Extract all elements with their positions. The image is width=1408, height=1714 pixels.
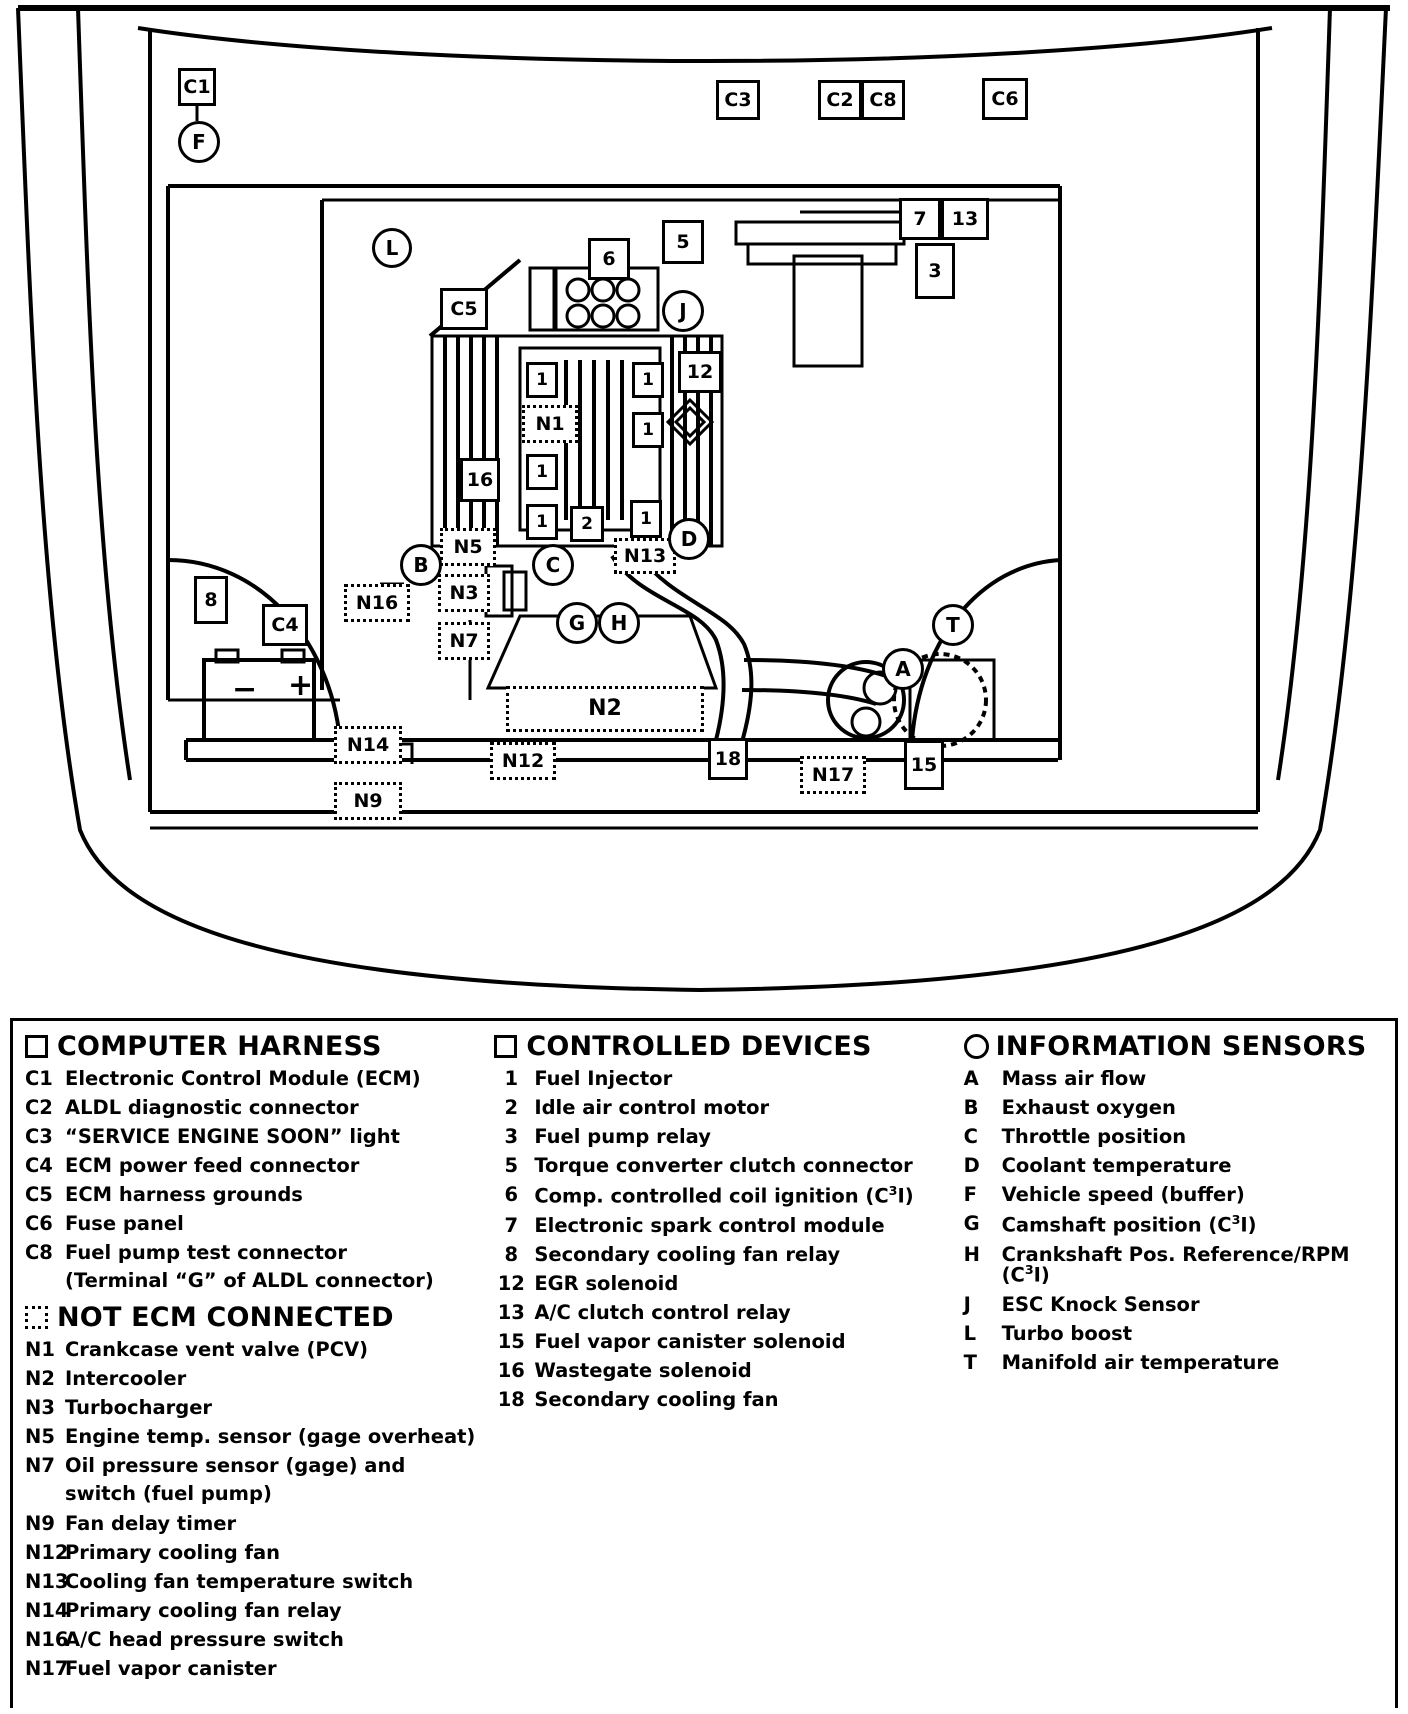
legend-item bbox=[25, 1098, 494, 1118]
callout-12[interactable]: 12 bbox=[678, 351, 722, 393]
callout-C5[interactable]: C5 bbox=[440, 288, 488, 330]
legend-item bbox=[25, 1395, 494, 1419]
callout-N1[interactable]: N1 bbox=[522, 405, 578, 443]
callout-8[interactable]: 8 bbox=[194, 576, 228, 624]
legend-item bbox=[494, 1185, 963, 1206]
callout-N5[interactable]: N5 bbox=[440, 528, 496, 566]
legend-label: ECM power feed connector bbox=[65, 1154, 360, 1177]
legend-item bbox=[25, 1543, 494, 1563]
legend-key: A bbox=[963, 1067, 979, 1090]
legend-key: 16 bbox=[497, 1358, 525, 1382]
callout-1-d[interactable]: 1 bbox=[526, 454, 558, 490]
legend-label: Intercooler bbox=[65, 1366, 187, 1390]
legend-item bbox=[494, 1213, 963, 1237]
legend-key: N16 bbox=[25, 1628, 69, 1651]
callout-H[interactable]: H bbox=[598, 602, 640, 644]
legend-key: N13 bbox=[25, 1570, 69, 1593]
legend-label: Primary cooling fan bbox=[65, 1541, 281, 1564]
legend-label: Exhaust oxygen bbox=[1001, 1096, 1176, 1119]
legend-item bbox=[494, 1156, 963, 1176]
legend-label: Fuel pump test connector bbox=[65, 1241, 347, 1264]
legend-label: A/C head pressure switch bbox=[65, 1628, 344, 1651]
legend-column-information-sensors bbox=[964, 1031, 1383, 1688]
legend-item bbox=[25, 1572, 494, 1592]
callout-5[interactable]: 5 bbox=[662, 220, 704, 264]
callout-13[interactable]: 13 bbox=[941, 198, 989, 240]
solid-box-icon bbox=[494, 1035, 517, 1058]
legend-heading-information-sensors bbox=[964, 1031, 1383, 1062]
callout-N9[interactable]: N9 bbox=[334, 782, 402, 820]
callout-18[interactable]: 18 bbox=[708, 738, 748, 780]
legend-key: G bbox=[963, 1212, 980, 1235]
legend-item bbox=[494, 1271, 963, 1295]
legend-item bbox=[25, 1156, 494, 1176]
legend-key: B bbox=[963, 1096, 979, 1119]
callout-C1[interactable]: C1 bbox=[178, 68, 216, 106]
callout-C6[interactable]: C6 bbox=[982, 78, 1028, 120]
legend-key: 2 bbox=[504, 1096, 519, 1119]
legend-item bbox=[25, 1214, 494, 1234]
callout-N16[interactable]: N16 bbox=[344, 584, 410, 622]
legend-item bbox=[494, 1069, 963, 1089]
legend-label: Secondary cooling fan relay bbox=[534, 1242, 841, 1266]
legend-key: L bbox=[963, 1321, 977, 1345]
legend-label: Fuel Injector bbox=[534, 1067, 673, 1090]
legend-title-text: NOT ECM CONNECTED bbox=[57, 1301, 394, 1333]
legend-label: Fan delay timer bbox=[65, 1512, 237, 1535]
legend-label: Secondary cooling fan bbox=[534, 1387, 779, 1411]
callout-A[interactable]: A bbox=[882, 648, 924, 690]
legend-label: Engine temp. sensor (gage overheat) bbox=[65, 1424, 476, 1448]
legend-item bbox=[494, 1358, 963, 1382]
callout-N3[interactable]: N3 bbox=[438, 574, 490, 612]
legend-item bbox=[964, 1069, 1383, 1089]
legend-item bbox=[25, 1337, 494, 1361]
dotted-box-icon bbox=[25, 1306, 48, 1329]
legend-heading-controlled-devices bbox=[494, 1031, 963, 1062]
legend-key: F bbox=[963, 1183, 977, 1206]
legend-item bbox=[25, 1601, 494, 1621]
callout-C[interactable]: C bbox=[532, 544, 574, 586]
legend-subnote-n7: switch (fuel pump) bbox=[65, 1481, 272, 1505]
legend-item bbox=[25, 1453, 494, 1477]
callout-1-e[interactable]: 1 bbox=[526, 504, 558, 540]
callout-6[interactable]: 6 bbox=[588, 238, 630, 280]
callout-L[interactable]: L bbox=[372, 228, 412, 268]
legend-item bbox=[963, 1292, 1383, 1316]
legend-key: D bbox=[963, 1154, 980, 1177]
callout-C3[interactable]: C3 bbox=[716, 80, 760, 120]
legend-label: Fuel pump relay bbox=[534, 1125, 711, 1148]
legend-label: “SERVICE ENGINE SOON” light bbox=[65, 1125, 400, 1148]
legend-item bbox=[964, 1185, 1383, 1205]
legend-key: 3 bbox=[504, 1125, 519, 1148]
legend-key: J bbox=[963, 1292, 971, 1316]
legend-label: Crankcase vent valve (PCV) bbox=[65, 1337, 369, 1361]
callout-C2[interactable]: C2 bbox=[818, 80, 862, 120]
legend-item bbox=[494, 1300, 963, 1324]
callout-J[interactable]: J bbox=[662, 290, 704, 332]
callout-1-c[interactable]: 1 bbox=[632, 412, 664, 448]
legend-item bbox=[25, 1243, 494, 1263]
legend-item bbox=[25, 1366, 494, 1390]
legend-label: ECM harness grounds bbox=[65, 1183, 303, 1206]
callout-F[interactable]: F bbox=[178, 121, 220, 163]
callout-C4[interactable]: C4 bbox=[262, 604, 308, 646]
legend-label: Oil pressure sensor (gage) and bbox=[65, 1453, 406, 1477]
legend-label: EGR solenoid bbox=[534, 1271, 679, 1295]
legend-key: C bbox=[963, 1125, 978, 1148]
legend-label: Cooling fan temperature switch bbox=[65, 1570, 414, 1593]
legend-label: Manifold air temperature bbox=[1001, 1350, 1280, 1374]
legend-label: ESC Knock Sensor bbox=[1001, 1292, 1200, 1316]
legend-key: 6 bbox=[504, 1183, 519, 1206]
callout-2[interactable]: 2 bbox=[570, 506, 604, 542]
legend-key: H bbox=[963, 1242, 980, 1266]
legend-label: Fuel vapor canister bbox=[65, 1657, 277, 1680]
legend-item bbox=[494, 1329, 963, 1353]
solid-box-icon bbox=[25, 1035, 48, 1058]
legend-key: N9 bbox=[25, 1512, 55, 1535]
legend-key: N5 bbox=[25, 1424, 55, 1448]
legend-label: Throttle position bbox=[1001, 1125, 1187, 1148]
circle-icon bbox=[964, 1034, 989, 1059]
legend-item bbox=[25, 1630, 494, 1650]
legend-key: C4 bbox=[25, 1154, 53, 1177]
callout-3[interactable]: 3 bbox=[915, 243, 955, 299]
legend-key: N2 bbox=[25, 1366, 55, 1390]
callout-N2[interactable]: N2 bbox=[506, 686, 704, 732]
callout-N13[interactable]: N13 bbox=[614, 538, 676, 574]
battery-positive-terminal: + bbox=[288, 668, 314, 703]
legend-column-controlled-devices bbox=[494, 1031, 963, 1688]
callout-N12[interactable]: N12 bbox=[490, 742, 556, 780]
callout-1-b[interactable]: 1 bbox=[632, 362, 664, 398]
legend-label: Camshaft position $(C^3I)$ bbox=[1001, 1212, 1257, 1237]
battery-negative-terminal: − bbox=[232, 672, 258, 707]
legend-key: C3 bbox=[25, 1125, 53, 1148]
legend-item bbox=[964, 1127, 1383, 1147]
legend-label: Electronic spark control module bbox=[534, 1213, 885, 1237]
callout-G[interactable]: G bbox=[556, 602, 598, 644]
legend-key: 5 bbox=[504, 1154, 519, 1177]
legend-key: 8 bbox=[504, 1242, 519, 1266]
legend-heading-not-ecm-connected bbox=[25, 1302, 494, 1333]
callout-T[interactable]: T bbox=[932, 604, 974, 646]
legend-title-text: COMPUTER HARNESS bbox=[57, 1031, 382, 1062]
legend-subnote: (Terminal “G” of ALDL connector) bbox=[65, 1269, 434, 1292]
legend-item bbox=[963, 1350, 1383, 1374]
legend-label: Mass air flow bbox=[1001, 1067, 1147, 1090]
legend-key: C8 bbox=[25, 1241, 53, 1264]
legend-title-text: CONTROLLED DEVICES bbox=[526, 1031, 872, 1062]
legend-label: Crankshaft Pos. Reference/RPM $(C^3I)$ bbox=[1001, 1242, 1350, 1287]
legend-item bbox=[964, 1214, 1383, 1235]
legend-key: 15 bbox=[497, 1329, 525, 1353]
legend-label: A/C clutch control relay bbox=[534, 1300, 791, 1324]
legend-label: Wastegate solenoid bbox=[534, 1358, 752, 1382]
legend-item bbox=[494, 1098, 963, 1118]
legend-label: ALDL diagnostic connector bbox=[65, 1096, 359, 1119]
legend-item bbox=[964, 1156, 1383, 1176]
legend-label: Vehicle speed (buffer) bbox=[1001, 1183, 1245, 1206]
legend-item bbox=[25, 1659, 494, 1679]
legend-item bbox=[494, 1127, 963, 1147]
legend-key: 12 bbox=[497, 1271, 525, 1295]
callout-B[interactable]: B bbox=[400, 544, 442, 586]
legend-key: C1 bbox=[25, 1067, 53, 1090]
legend-item bbox=[25, 1069, 494, 1089]
legend-key: 1 bbox=[504, 1067, 519, 1090]
legend-item bbox=[25, 1127, 494, 1147]
callout-N7[interactable]: N7 bbox=[438, 622, 490, 660]
callout-C8[interactable]: C8 bbox=[861, 80, 905, 120]
legend-key: N17 bbox=[25, 1657, 69, 1680]
legend-item bbox=[963, 1321, 1383, 1345]
legend-key: N7 bbox=[25, 1453, 55, 1477]
legend-item bbox=[494, 1242, 963, 1266]
legend-item bbox=[25, 1185, 494, 1205]
legend-key: C5 bbox=[25, 1183, 53, 1206]
legend-key: N3 bbox=[25, 1395, 55, 1419]
legend-key: N12 bbox=[25, 1541, 69, 1564]
legend-panel bbox=[10, 1018, 1398, 1708]
legend-title-text: INFORMATION SENSORS bbox=[995, 1031, 1367, 1062]
legend-item bbox=[964, 1098, 1383, 1118]
legend-key: T bbox=[963, 1350, 977, 1374]
legend-label: Turbocharger bbox=[65, 1395, 213, 1419]
legend-heading-computer-harness bbox=[25, 1031, 494, 1062]
callout-N17[interactable]: N17 bbox=[800, 756, 866, 794]
callout-1-f[interactable]: 1 bbox=[630, 500, 662, 538]
legend-key: 18 bbox=[497, 1387, 525, 1411]
legend-label: Fuel vapor canister solenoid bbox=[534, 1329, 846, 1353]
legend-label: Fuse panel bbox=[65, 1212, 184, 1235]
legend-key: C6 bbox=[25, 1212, 53, 1235]
callout-D[interactable]: D bbox=[668, 518, 710, 560]
legend-key: 7 bbox=[504, 1213, 519, 1237]
legend-key: N14 bbox=[25, 1599, 69, 1622]
legend-label: Turbo boost bbox=[1001, 1321, 1133, 1345]
callout-15[interactable]: 15 bbox=[904, 740, 944, 790]
legend-item bbox=[25, 1424, 494, 1448]
legend-label: Electronic Control Module (ECM) bbox=[65, 1067, 421, 1090]
callout-7[interactable]: 7 bbox=[899, 198, 941, 240]
callout-1-a[interactable]: 1 bbox=[526, 362, 558, 398]
legend-label: Comp. controlled coil ignition $(C^3I)$ bbox=[534, 1183, 914, 1208]
legend-item bbox=[25, 1514, 494, 1534]
legend-key: 13 bbox=[497, 1300, 525, 1324]
callout-N14[interactable]: N14 bbox=[334, 726, 402, 764]
legend-label: Primary cooling fan relay bbox=[65, 1599, 342, 1622]
legend-label: Torque converter clutch connector bbox=[534, 1154, 913, 1177]
legend-key: N1 bbox=[25, 1337, 55, 1361]
legend-column-computer-harness bbox=[25, 1031, 494, 1688]
legend-key: C2 bbox=[25, 1096, 53, 1119]
legend-item bbox=[963, 1242, 1383, 1287]
legend-label: Idle air control motor bbox=[534, 1096, 770, 1119]
legend-label: Coolant temperature bbox=[1001, 1154, 1232, 1177]
callout-16[interactable]: 16 bbox=[460, 458, 500, 502]
legend-item bbox=[494, 1387, 963, 1411]
